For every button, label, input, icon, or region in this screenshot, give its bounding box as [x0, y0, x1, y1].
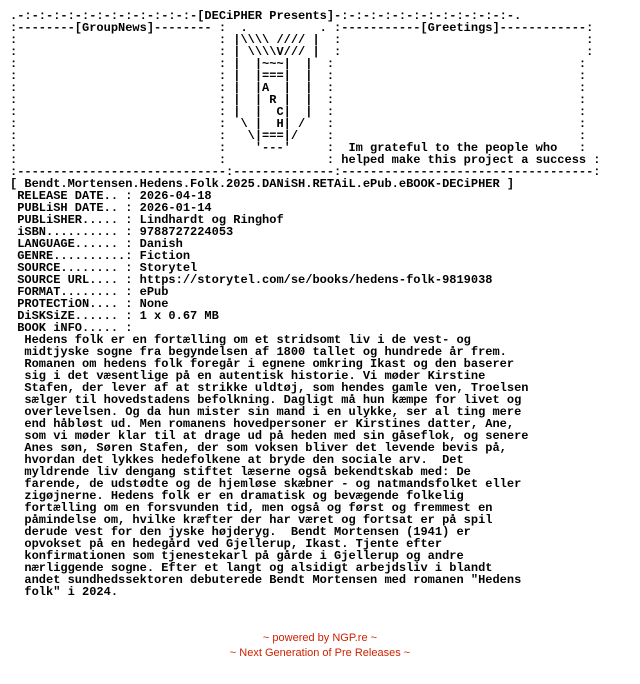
info-value: ePub	[139, 285, 169, 299]
book-info-line: derude vest for den jyske højderyg. Bendt Mortensen (1941) er	[10, 525, 471, 539]
banner-line: : : | |A | | : :	[10, 81, 587, 95]
book-info-line: sig i det væsentlige på en autentisk historie. Vi møder Kirstine	[10, 369, 486, 383]
info-label: GENRE..........:	[10, 249, 140, 263]
book-info-line: sælger til hovedstadens befolkning. Dagligt må hun kæmpe for livet og	[10, 393, 522, 407]
book-info-line: Hedens folk er en fortælling om et stridsomt liv i de vest- og	[10, 333, 471, 347]
book-info-line: myldrende liv dengang stiftet læserne også bekendtskab med: De	[10, 465, 471, 479]
info-label: PUBLiSH DATE.. :	[10, 201, 140, 215]
info-label: RELEASE DATE.. :	[10, 189, 140, 203]
info-value: 2026-01-14	[139, 201, 212, 215]
banner-line: :-----------------------------:--------------:-----------------------------------:	[10, 165, 601, 179]
banner-line: : : | | C| | : :	[10, 105, 587, 119]
book-info-line: konfirmationen som tjenestekarl på gårde i Gjellerup og andre	[10, 549, 464, 563]
book-info-line: opvokset på en hedegård ved Gjellerup, Ikast. Tjente efter	[10, 537, 443, 551]
banner-line: : : '---' : Im grateful to the people who :	[10, 141, 587, 155]
nfo-text	[10, 10, 601, 598]
info-value: Lindhardt og Ringhof	[139, 213, 284, 227]
info-value: Fiction	[139, 249, 191, 263]
powered-by-line: ~ powered by NGP.re ~	[262, 632, 378, 644]
info-value: Storytel	[139, 261, 198, 275]
info-value: 2026-04-18	[139, 189, 212, 203]
banner-line: : : \ | H| / : :	[10, 117, 587, 131]
info-value: https://storytel.com/se/books/hedens-folk-9819038	[139, 273, 493, 287]
book-info-line: fortælling om en forsvunden tid, men også og først og fremmest en	[10, 501, 493, 515]
info-label: FORMAT........ :	[10, 285, 140, 299]
book-info-line: nærliggende sogne. Efter et langt og alsidigt arbejdsliv i blandt	[10, 561, 493, 575]
book-info-line: som vi møder klar til at drage ud på heden med sin gåseflok, og senere	[10, 429, 529, 443]
banner-line: :--------[GroupNews]-------- : . . :-----------[Greetings]------------:	[10, 21, 594, 35]
info-label: BOOK iNFO..... :	[10, 321, 140, 335]
footer	[0, 631, 640, 661]
book-info-line: hvordan det lykkes hedefolkene at bryde den sociale arv. Det	[10, 453, 464, 467]
info-label: PUBLiSHER..... :	[10, 213, 140, 227]
banner-line: : : | | R | | : :	[10, 93, 587, 107]
info-label: LANGUAGE...... :	[10, 237, 140, 251]
tagline: ~ Next Generation of Pre Releases ~	[229, 647, 411, 659]
banner-line: : : | |===| | : :	[10, 69, 587, 83]
book-info-line: Anes søn, Søren Stafen, der som voksen bliver det levende bevis på,	[10, 441, 507, 455]
book-info-line: farende, de udstødte og de hjemløse skæbner - og natmandsfolket eller	[10, 477, 522, 491]
book-info-line: påmindelse om, hvilke kræfter der har været og fortsat er på spil	[10, 513, 493, 527]
info-value: None	[139, 297, 169, 311]
book-info-line: overlevelsen. Og da hun mister sin mand i en ulykke, ser al ting mere	[10, 405, 522, 419]
info-label: DiSKSiZE...... :	[10, 309, 140, 323]
info-label: SOURCE........ :	[10, 261, 140, 275]
book-info-line: andet sundhedssektoren debuterede Bendt Mortensen med romanen "Hedens	[10, 573, 522, 587]
book-info-line: midtjyske sogne fra begyndelsen af 1800 tallet og hundrede år frem.	[10, 345, 507, 359]
banner-line: : : | \\\\V/// | : :	[10, 45, 594, 59]
banner-line: : : |\\\\ //// | : :	[10, 33, 594, 47]
info-label: PROTECTiON.... :	[10, 297, 140, 311]
book-info-line: Romanen om hedens folk foregår i egnene omkring Ikast og den baserer	[10, 357, 515, 371]
banner-line: : : \|===|/ : :	[10, 129, 587, 143]
banner-line: : : : helped make this project a success :	[10, 153, 601, 167]
info-label: SOURCE URL.... :	[10, 273, 140, 287]
book-info-line: end håbløst ud. Men romanens hovedpersoner er Kirstines datter, Ane,	[10, 417, 515, 431]
book-info-line: folk" i 2024.	[10, 585, 119, 599]
banner-line: : : | |~~~| | : :	[10, 57, 587, 71]
book-info-line: Stafen, der lever af at strikke uldtøj, som hendes gamle ven, Troelsen	[10, 381, 529, 395]
banner-line: .-:-:-:-:-:-:-:-:-:-:-:-:-[DECiPHER Presents]-:-:-:-:-:-:-:-:-:-:-:-:-.	[10, 9, 522, 23]
info-value: 1 x 0.67 MB	[139, 309, 219, 323]
info-label: iSBN.......... :	[10, 225, 140, 239]
release-title: [ Bendt.Mortensen.Hedens.Folk.2025.DANiSH.RETAiL.ePub.eBOOK-DECiPHER ]	[10, 177, 515, 191]
info-value: 9788727224053	[139, 225, 234, 239]
book-info-line: zigøjnerne. Hedens folk er en dramatisk og bevægende folkelig	[10, 489, 464, 503]
info-value: Danish	[139, 237, 183, 251]
